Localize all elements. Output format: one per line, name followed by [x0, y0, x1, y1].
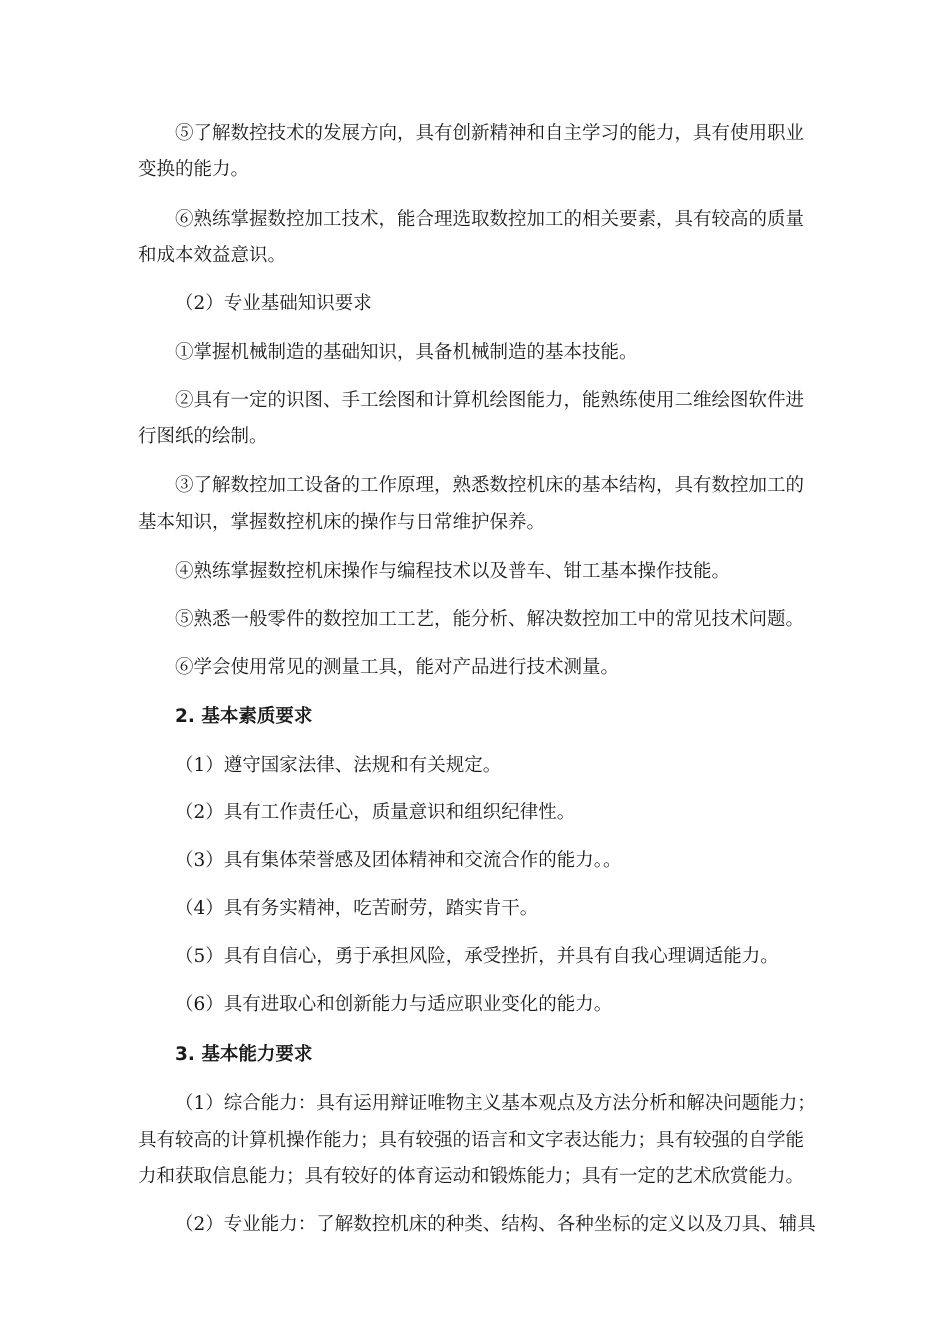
paragraph-line: ⑤了解数控技术的发展方向，具有创新精神和自主学习的能力，具有使用职业	[175, 123, 805, 144]
list-item: （2）具有工作责任心，质量意识和组织纪律性。	[175, 802, 576, 823]
paragraph-line: ②具有一定的识图、手工绘图和计算机绘图能力，能熟练使用二维绘图软件进	[175, 390, 805, 411]
paragraph-line: 基本知识，掌握数控机床的操作与日常维护保养。	[138, 512, 546, 533]
list-item: （5）具有自信心，勇于承担风险，承受挫折，并具有自我心理调适能力。	[175, 946, 779, 967]
paragraph-line: 变换的能力。	[138, 159, 250, 180]
paragraph-line: 行图纸的绘制。	[138, 426, 268, 447]
paragraph-line: ③了解数控加工设备的工作原理，熟悉数控机床的基本结构，具有数控加工的	[175, 475, 805, 496]
list-item: （1）遵守国家法律、法规和有关规定。	[175, 755, 502, 776]
list-item: （4）具有务实精神，吃苦耐劳，踏实肯干。	[175, 898, 539, 919]
paragraph-line: 具有较高的计算机操作能力；具有较强的语言和文字表达能力；具有较强的自学能	[138, 1130, 805, 1151]
paragraph-line: ①掌握机械制造的基础知识，具备机械制造的基本技能。	[175, 342, 638, 363]
section-heading: 3. 基本能力要求	[175, 1044, 313, 1065]
paragraph-line: ⑥学会使用常见的测量工具，能对产品进行技术测量。	[175, 657, 620, 678]
paragraph-line: 力和获取信息能力；具有较好的体育运动和锻炼能力；具有一定的艺术欣赏能力。	[138, 1166, 805, 1187]
subsection-title: （2）专业基础知识要求	[175, 293, 372, 314]
list-item: （3）具有集体荣誉感及团体精神和交流合作的能力。。	[175, 850, 622, 871]
section-heading: 2. 基本素质要求	[175, 706, 313, 727]
paragraph-line: （2）专业能力：了解数控机床的种类、结构、各种坐标的定义以及刀具、辅具	[175, 1214, 816, 1235]
paragraph-line: （1）综合能力：具有运用辩证唯物主义基本观点及方法分析和解决问题能力；	[175, 1093, 816, 1114]
paragraph-line: ⑤熟悉一般零件的数控加工工艺，能分析、解决数控加工中的常见技术问题。	[175, 609, 805, 630]
list-item: （6）具有进取心和创新能力与适应职业变化的能力。	[175, 994, 613, 1015]
paragraph-line: 和成本效益意识。	[138, 245, 287, 266]
paragraph-line: ④熟练掌握数控机床操作与编程技术以及普车、钳工基本操作技能。	[175, 561, 731, 582]
paragraph-line: ⑥熟练掌握数控加工技术，能合理选取数控加工的相关要素，具有较高的质量	[175, 209, 805, 230]
